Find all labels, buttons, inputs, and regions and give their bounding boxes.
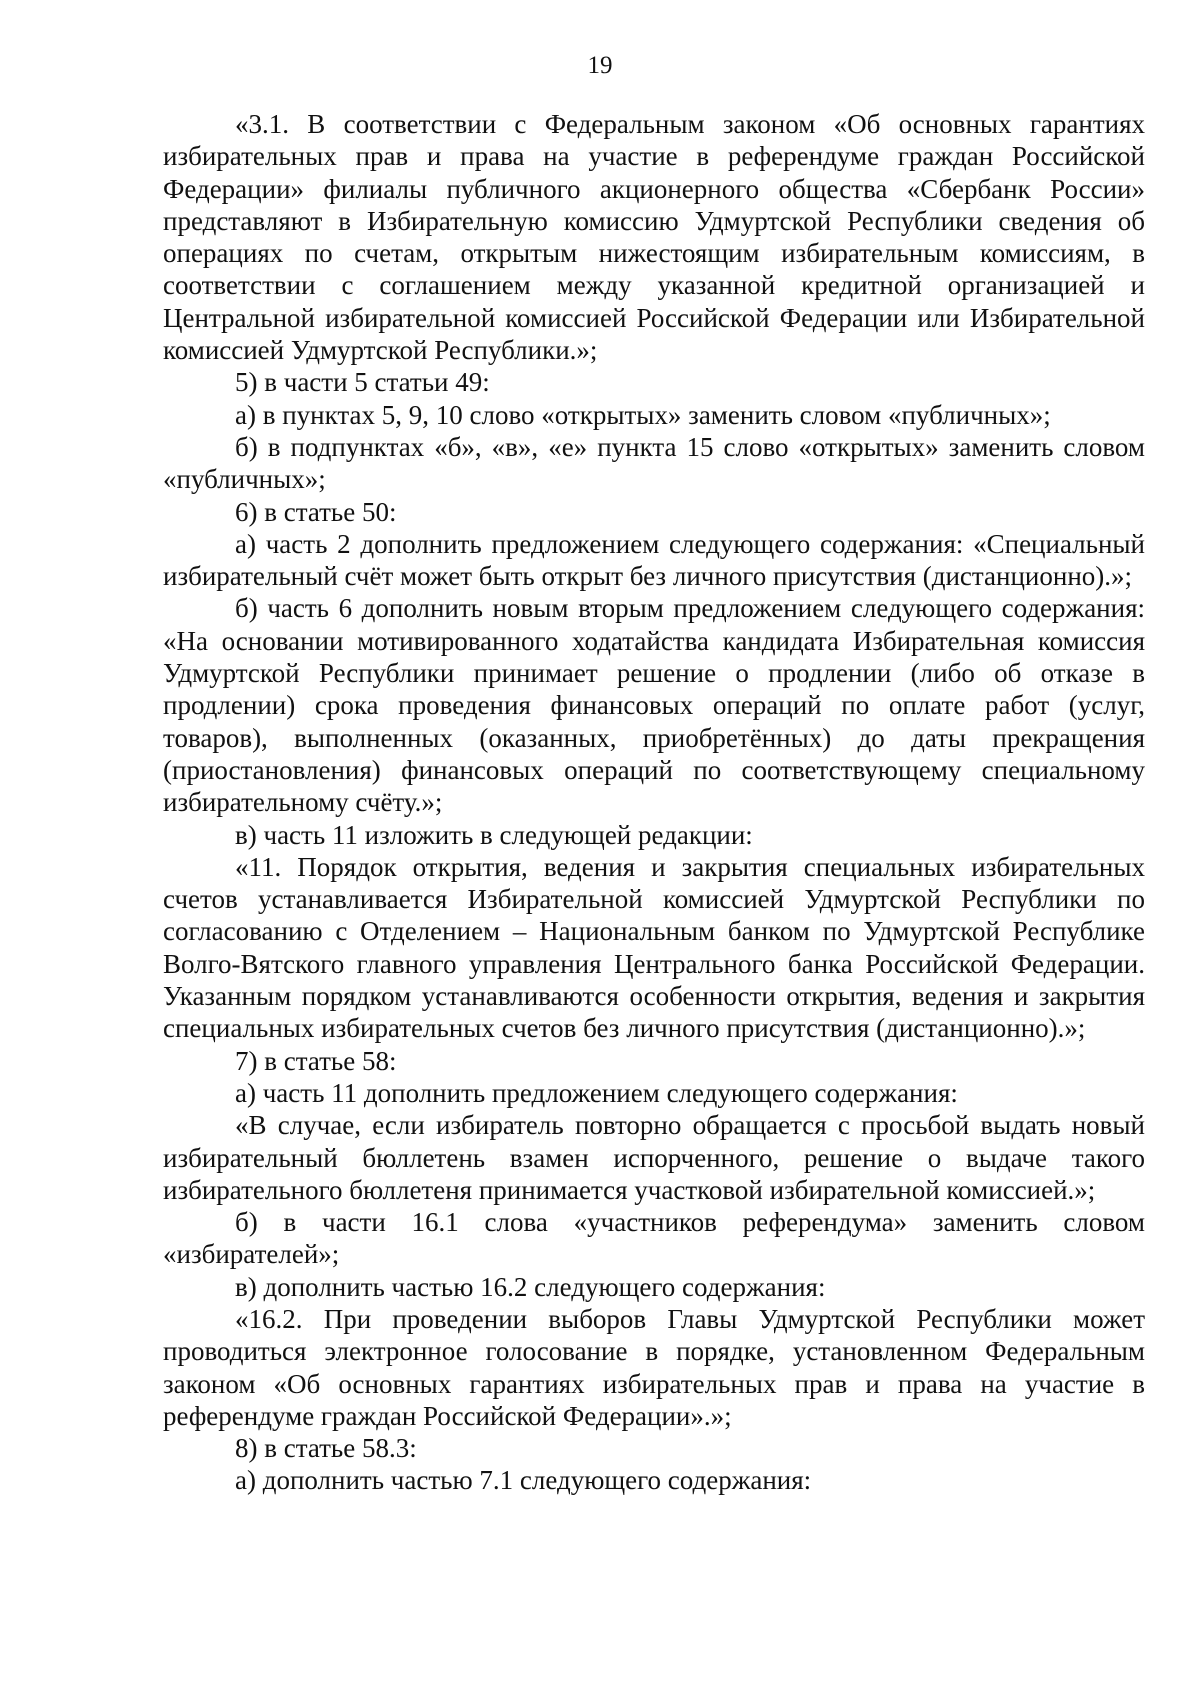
paragraph-item-7b: б) в части 16.1 слова «участников референдума» заменить словом «избирателей»;	[163, 1207, 1145, 1270]
page-number: 19	[587, 52, 613, 79]
paragraph-item-6b: б) часть 6 дополнить новым вторым предложением следующего содержания: «На основании мотивированного ходатайства кандидата Избирательная комиссия Удмуртской Республики принимает решение о продлении (либо об отказе в продлении) срока проведения финансовых операций по оплате работ (услуг, товаров), выполненных (оказанных, приобретённых) до даты прекращения (приостановления) финансовых операций по соответствующему специальному избирательному счёту.»;	[163, 593, 1145, 818]
paragraph-item-7v: в) дополнить частью 16.2 следующего содержания:	[235, 1271, 826, 1302]
paragraph-item-5: 5) в части 5 статьи 49:	[235, 367, 490, 398]
paragraph-part-16-2: «16.2. При проведении выборов Главы Удмуртской Республики может проводиться электронное голосование в порядке, установленном Федеральным законом «Об основных гарантиях избирательных прав и права на участие в референдуме граждан Российской Федерации».»;	[163, 1303, 1145, 1431]
paragraph-article-3-1: «3.1. В соответствии с Федеральным законом «Об основных гарантиях избирательных прав и права на участие в референдуме граждан Российской Федерации» филиалы публичного акционерного общества «Сбербанк России» представляют в Избирательную комиссию Удмуртской Республики сведения об операциях по счетам, открытым нижестоящим избирательным комиссиям, в соответствии с соглашением между указанной кредитной организацией и Центральной избирательной комиссией Российской Федерации или Избирательной комиссией Удмуртской Республики.»;	[163, 109, 1145, 366]
paragraph-item-5a: а) в пунктах 5, 9, 10 слово «открытых» заменить словом «публичных»;	[235, 399, 1051, 430]
paragraph-item-6a: а) часть 2 дополнить предложением следующего содержания: «Специальный избирательный счёт может быть открыт без личного присутствия (дистанционно).»;	[163, 528, 1145, 592]
paragraph-item-6: 6) в статье 50:	[235, 496, 397, 527]
paragraph-item-6v: в) часть 11 изложить в следующей редакции:	[235, 819, 753, 850]
paragraph-item-8: 8) в статье 58.3:	[235, 1433, 417, 1464]
paragraph-item-5b: б) в подпунктах «б», «в», «е» пункта 15 слово «открытых» заменить словом «публичных»;	[163, 431, 1145, 495]
paragraph-item-7: 7) в статье 58:	[235, 1045, 397, 1076]
paragraph-part-11: «11. Порядок открытия, ведения и закрытия специальных избирательных счетов устанавливается Избирательной комиссией Удмуртской Республики по согласованию с Отделением – Национальным банком по Удмуртской Республике Волго-Вятского главного управления Центрального банка Российской Федерации. Указанным порядком устанавливаются особенности открытия, ведения и закрытия специальных избирательных счетов без личного присутствия (дистанционно).»;	[163, 851, 1145, 1044]
paragraph-item-8a: а) дополнить частью 7.1 следующего содержания:	[235, 1465, 812, 1496]
document-body	[163, 108, 1145, 1497]
paragraph-quote-ballot: «В случае, если избиратель повторно обращается с просьбой выдать новый избирательный бюллетень взамен испорченного, решение о выдаче такого избирательного бюллетеня принимается участковой избирательной комиссией.»;	[163, 1110, 1145, 1205]
paragraph-item-7a: а) часть 11 дополнить предложением следующего содержания:	[235, 1077, 958, 1108]
